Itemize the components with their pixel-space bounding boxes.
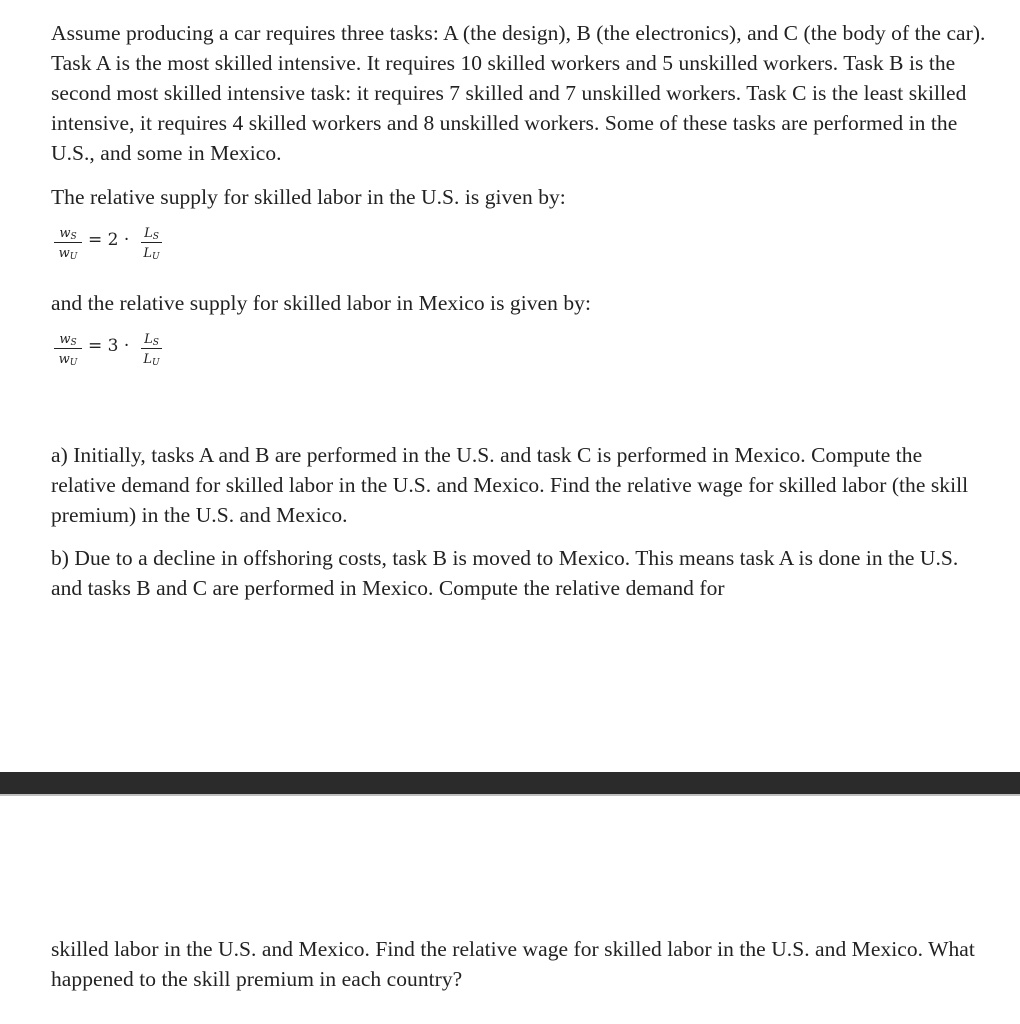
us-supply-label: The relative supply for skilled labor in the U.S. is given by: — [51, 185, 566, 209]
question-a: a) Initially, tasks A and B are performed in the U.S. and task C is performed in Mexico. Compute the relative demand for skilled labor in the U.S. and Mexico. Find the relative wage for skilled labor (the skill premium) in the U.S. and Mexico. — [51, 443, 969, 527]
intro-paragraph: Assume producing a car requires three tasks: A (the design), B (the electronics), and C (the body of the car). Task A is the most skilled intensive. It requires 10 skilled workers and 5 unskilled workers. Task B is the second most skilled intensive task: it requires 7 skilled and 7 unskilled workers. Task C is the least skilled intensive, it requires 4 skilled workers and 8 unskilled workers. Some of these tasks are performed in the U.S., and some in Mexico. — [51, 21, 986, 165]
mexico-labor-ratio-fraction: $\frac{L_S}{L_U}$ — [141, 332, 162, 367]
question-b-part-1: b) Due to a decline in offshoring costs, task B is moved to Mexico. This means task A is done in the U.S. and tasks B and C are performed in Mexico. Compute the relative demand for — [51, 546, 959, 600]
us-equation-coefficient: = 2 · — [88, 230, 130, 250]
page-break-shadow — [0, 794, 1020, 796]
us-labor-ratio-fraction: $\frac{L_S}{L_U}$ — [141, 226, 162, 261]
mexico-wage-ratio-fraction: $\frac{w_S}{w_U}$ — [54, 332, 82, 367]
mexico-equation-coefficient: = 3 · — [88, 336, 130, 356]
us-wage-ratio-fraction: $\frac{w_S}{w_U}$ — [54, 226, 82, 261]
page-break-bar — [0, 772, 1020, 794]
question-b-part-2: skilled labor in the U.S. and Mexico. Find the relative wage for skilled labor in the U.S. and Mexico. What happened to the skill premium in each country? — [51, 937, 975, 991]
mexico-supply-label: and the relative supply for skilled labor in Mexico is given by: — [51, 291, 591, 315]
